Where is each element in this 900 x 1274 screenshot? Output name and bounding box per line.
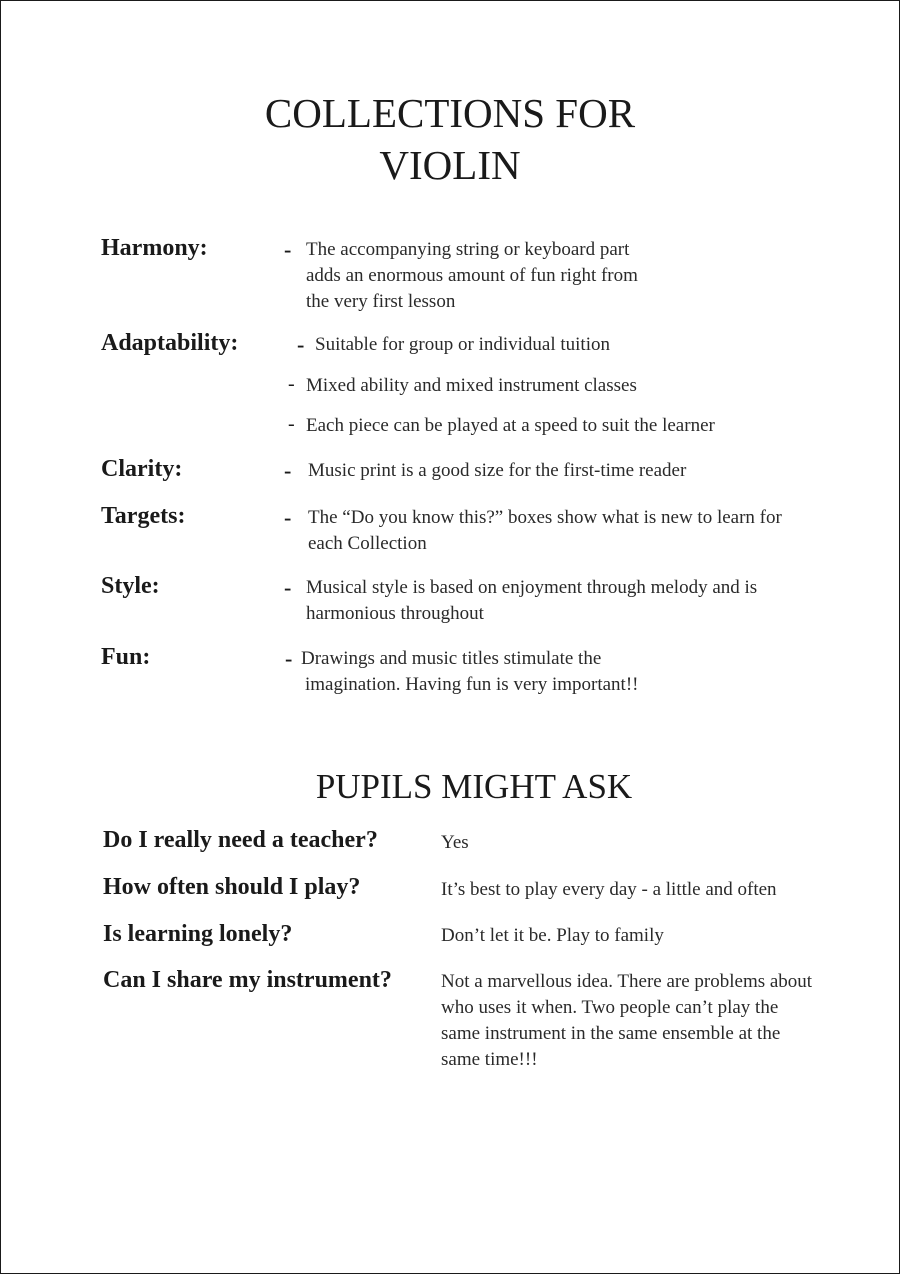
feature-desc-harmony: [306, 237, 638, 315]
feature-dash: -: [285, 646, 293, 671]
faq-answer-line: Don’t let it be. Play to family: [441, 925, 664, 946]
feature-desc-line: Mixed ability and mixed instrument classes: [306, 375, 637, 396]
feature-label-adaptability: Adaptability:: [101, 330, 239, 356]
title-line-1: COLLECTIONS FOR: [264, 90, 636, 136]
feature-dash: -: [288, 373, 295, 395]
feature-desc-line: Suitable for group or individual tuition: [315, 334, 610, 355]
feature-dash: -: [284, 237, 292, 262]
feature-dash: -: [284, 575, 292, 600]
feature-desc-line: the very first lesson: [306, 291, 456, 312]
faq-question: Can I share my instrument?: [103, 967, 392, 993]
faq-answer: [441, 923, 664, 949]
feature-desc-line: imagination. Having fun is very important!!: [305, 674, 639, 695]
title-line-2: VIOLIN: [379, 142, 521, 188]
feature-desc-line: Each piece can be played at a speed to suit the learner: [306, 415, 715, 436]
feature-label-style: Style:: [101, 573, 160, 599]
page-title: [1, 87, 899, 191]
faq-answer: [441, 830, 469, 856]
feature-desc-line: Drawings and music titles stimulate the: [301, 648, 602, 669]
feature-dash: -: [297, 332, 305, 357]
feature-desc-mixed-ability: [306, 373, 637, 399]
feature-desc-line: each Collection: [308, 533, 427, 554]
feature-dash: -: [284, 505, 292, 530]
faq-question: How often should I play?: [103, 874, 361, 900]
faq-answer-line: who uses it when. Two people can’t play the: [441, 997, 779, 1018]
feature-dash: -: [288, 413, 295, 435]
feature-desc-speed: [306, 413, 715, 439]
faq-question: Is learning lonely?: [103, 921, 293, 947]
feature-desc-line: The “Do you know this?” boxes show what is new to learn for: [308, 507, 782, 528]
feature-desc-fun: [301, 646, 638, 698]
feature-label-fun: Fun:: [101, 644, 151, 670]
faq-answer: [441, 969, 812, 1073]
faq-answer-line: It’s best to play every day - a little and often: [441, 879, 777, 900]
feature-label-harmony: Harmony:: [101, 235, 208, 261]
faq-heading: PUPILS MIGHT ASK: [315, 767, 633, 806]
feature-dash: -: [284, 458, 292, 483]
faq-answer-line: Not a marvellous idea. There are problems about: [441, 971, 813, 992]
feature-desc-line: harmonious throughout: [306, 603, 484, 624]
feature-desc-style: [306, 575, 757, 627]
faq-answer-line: same instrument in the same ensemble at the: [441, 1023, 781, 1044]
faq-answer: [441, 877, 777, 903]
faq-question: Do I really need a teacher?: [103, 827, 378, 853]
feature-desc-line: Music print is a good size for the first-time reader: [308, 460, 687, 481]
feature-desc-adaptability: [315, 332, 610, 358]
feature-label-targets: Targets:: [101, 503, 186, 529]
feature-desc-targets: [308, 505, 782, 557]
faq-answer-line: Yes: [441, 832, 469, 853]
faq-answer-line: same time!!!: [441, 1049, 538, 1070]
feature-desc-line: The accompanying string or keyboard part: [306, 239, 630, 260]
feature-desc-line: adds an enormous amount of fun right from: [306, 265, 638, 286]
feature-desc-clarity: [308, 458, 686, 484]
feature-desc-line: Musical style is based on enjoyment through melody and is: [306, 577, 758, 598]
feature-label-clarity: Clarity:: [101, 456, 183, 482]
